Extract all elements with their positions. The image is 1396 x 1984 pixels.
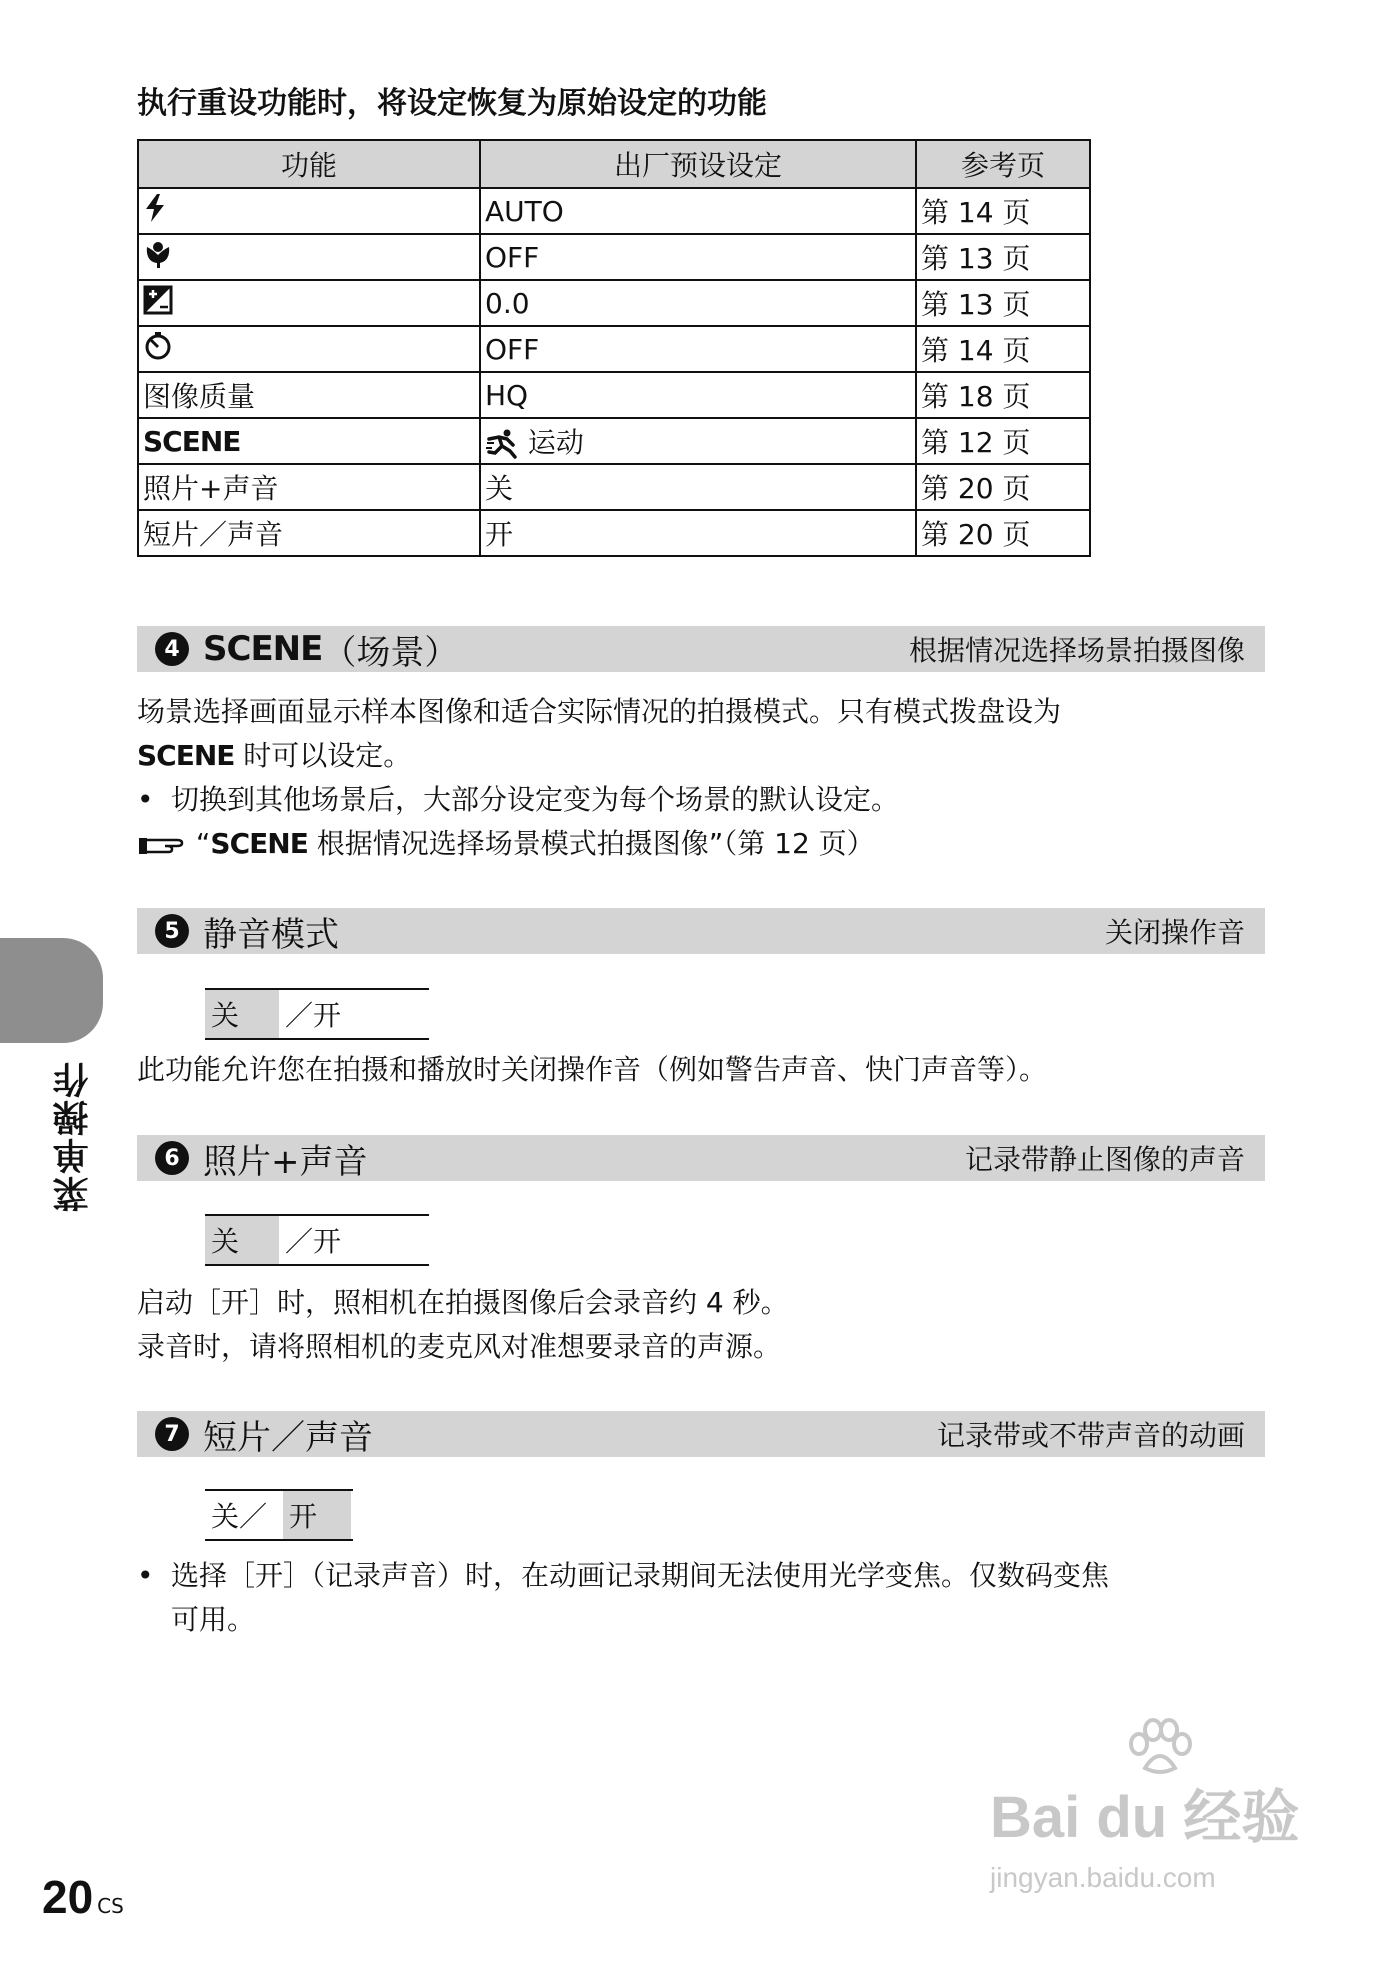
section-title-suffix: （场景） [322, 632, 459, 673]
scene-cross-reference[interactable] [137, 822, 1265, 866]
table-cell-ref: 第 13 页 [916, 234, 1090, 280]
macro-icon [143, 239, 173, 269]
watermark-main: Bai du 经验 [990, 1785, 1300, 1850]
self-timer-icon [143, 331, 173, 361]
table-row [138, 188, 1090, 234]
table-cell-ref: 第 13 页 [916, 280, 1090, 326]
table-cell-function [138, 188, 480, 234]
table-cell-ref: 第 12 页 [916, 418, 1090, 464]
bullet-line1: 选择［开］（记录声音）时，在动画记录期间无法使用光学变焦。仅数码变焦 [171, 1559, 1110, 1592]
option-off[interactable]: 关 [205, 1216, 279, 1264]
option-on[interactable]: 开 [283, 1491, 351, 1539]
table-row [138, 418, 1090, 464]
table-cell-value: OFF [480, 234, 916, 280]
option-off[interactable]: 关／ [211, 1500, 268, 1533]
section-title: 短片／声音 [203, 1417, 373, 1458]
movie-sound-setting [205, 1489, 353, 1541]
intro-heading: 执行重设功能时，将设定恢复为原始设定的功能 [137, 86, 767, 121]
section-number-badge: 5 [155, 914, 189, 948]
option-on[interactable]: ／开 [285, 1225, 342, 1258]
table-cell-function [138, 234, 480, 280]
bullet-line2: 可用。 [171, 1603, 256, 1636]
header-function: 功能 [138, 140, 480, 188]
table-cell-value: HQ [480, 372, 916, 418]
table-cell-value: AUTO [480, 188, 916, 234]
section-silent-mode-header [137, 908, 1265, 954]
bullet-dot: • [137, 783, 154, 816]
table-row [138, 372, 1090, 418]
silent-mode-setting [205, 988, 429, 1040]
table-row [138, 464, 1090, 510]
section-number-badge: 4 [155, 632, 189, 666]
table-cell-function [138, 280, 480, 326]
section-number-badge: 7 [155, 1417, 189, 1451]
bullet-text: 切换到其他场景后，大部分设定变为每个场景的默认设定。 [171, 783, 900, 816]
table-cell-ref: 第 18 页 [916, 372, 1090, 418]
photo-sound-line1: 启动［开］时，照相机在拍摄图像后会录音约 4 秒。 [137, 1286, 789, 1319]
table-row [138, 280, 1090, 326]
table-cell-function: 图像质量 [138, 372, 480, 418]
page-number [42, 1870, 124, 1924]
header-default: 出厂预设设定 [480, 140, 916, 188]
section-number-badge: 6 [155, 1141, 189, 1175]
section-subtitle: 根据情况选择场景拍摄图像 [908, 634, 1245, 667]
section-photo-sound-header [137, 1135, 1265, 1181]
header-ref-page: 参考页 [916, 140, 1090, 188]
table-row [138, 326, 1090, 372]
section-title: 照片+声音 [203, 1141, 368, 1182]
photo-sound-line2: 录音时，请将照相机的麦克风对准想要录音的声源。 [137, 1330, 782, 1363]
section-scene-header [137, 626, 1265, 672]
watermark-sub: jingyan.baidu.com [990, 1862, 1216, 1893]
chapter-side-tab [0, 938, 103, 1043]
scene-para-line2 [137, 734, 1265, 778]
scene-description [137, 690, 1265, 866]
table-cell-ref: 第 14 页 [916, 326, 1090, 372]
ref-text: 根据情况选择场景模式拍摄图像”（第 12 页） [307, 827, 875, 860]
table-cell-ref: 第 20 页 [916, 464, 1090, 510]
section-movie-sound-header [137, 1411, 1265, 1457]
table-cell-value [480, 418, 916, 464]
table-cell-ref: 第 20 页 [916, 510, 1090, 556]
reset-defaults-table [137, 139, 1091, 557]
silent-mode-description: 此功能允许您在拍摄和播放时关闭操作音（例如警告声音、快门声音等）。 [137, 1053, 1048, 1086]
section-subtitle: 关闭操作音 [1104, 916, 1245, 949]
sport-icon [485, 429, 519, 459]
table-cell-value: 关 [480, 464, 916, 510]
movie-bullet [137, 1554, 1265, 1642]
photo-sound-description [137, 1281, 1265, 1369]
table-cell-value: 开 [480, 510, 916, 556]
table-row [138, 510, 1090, 556]
exposure-compensation-icon [143, 285, 173, 315]
movie-sound-description [137, 1554, 1265, 1642]
baidu-watermark [990, 1770, 1300, 1893]
bullet-text [171, 1554, 1109, 1642]
bullet-dot: • [137, 1559, 154, 1592]
option-off[interactable]: 关 [205, 990, 279, 1038]
table-cell-ref: 第 14 页 [916, 188, 1090, 234]
section-subtitle: 记录带静止图像的声音 [964, 1143, 1245, 1176]
table-cell-function: 照片+声音 [138, 464, 480, 510]
table-cell-value: 0.0 [480, 280, 916, 326]
table-row [138, 234, 1090, 280]
page-number-value: 20 [42, 1871, 94, 1923]
table-cell-value: OFF [480, 326, 916, 372]
flash-icon [143, 193, 167, 223]
scene-para-line1: 场景选择画面显示样本图像和适合实际情况的拍摄模式。只有模式拨盘设为 [137, 695, 1062, 728]
photo-sound-setting [205, 1214, 429, 1266]
ref-scene-word: SCENE [210, 827, 308, 860]
pointing-hand-icon [137, 832, 187, 858]
section-title: 静音模式 [203, 914, 339, 955]
scene-mode-word: SCENE [137, 739, 235, 772]
scene-para-tail: 时可以设定。 [234, 739, 412, 772]
paw-icon [1125, 1718, 1195, 1778]
table-header-row [138, 140, 1090, 188]
section-subtitle: 记录带或不带声音的动画 [936, 1419, 1245, 1452]
table-cell-function: 短片／声音 [138, 510, 480, 556]
scene-bullet [137, 778, 1265, 822]
option-on[interactable]: ／开 [285, 999, 342, 1032]
sport-label: 运动 [527, 426, 584, 459]
section-title: SCENE [203, 629, 323, 669]
table-cell-function: SCENE [138, 418, 480, 464]
ref-open-quote: “ [195, 827, 211, 860]
page-number-suffix: CS [97, 1894, 124, 1918]
table-cell-function [138, 326, 480, 372]
chapter-side-label: 菜单操作 [53, 1060, 94, 1212]
